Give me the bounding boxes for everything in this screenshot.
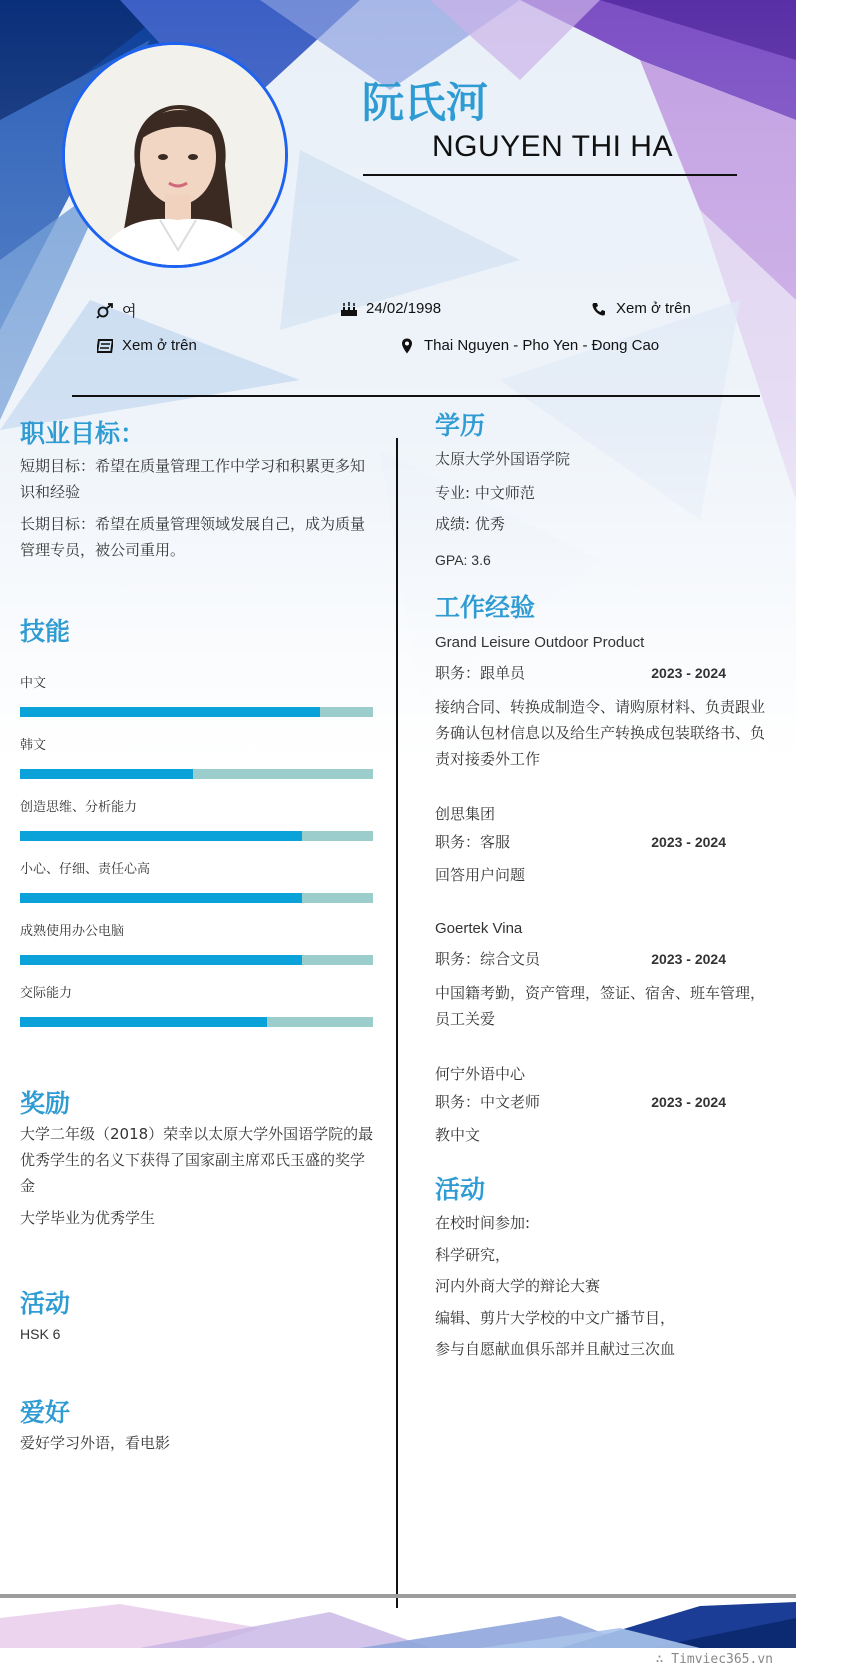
right-activities-title: 活动 <box>435 1175 486 1204</box>
info-email <box>96 337 197 354</box>
email-icon <box>96 338 114 354</box>
info-dob <box>340 300 441 317</box>
award-item: 大学二年级（2018）荣幸以太原大学外国语学院的最优秀学生的名义下获得了国家副主席邓氏玉盛的奖学金 <box>20 1125 374 1195</box>
objective-short: 短期目标：希望在质量管理工作中学习和积累更多知识和经验 <box>20 457 366 501</box>
objective-long: 长期目标：希望在质量管理领域发展自己，成为质量管理专员，被公司重用。 <box>20 515 366 559</box>
skill-bar-fill <box>20 707 320 717</box>
skill-bar <box>20 707 373 717</box>
activity-line: 河内外商大学的辩论大赛 <box>435 1277 601 1295</box>
left-activities-text: HSK 6 <box>20 1326 61 1342</box>
job-date: 2023 - 2024 <box>651 951 726 967</box>
footer-background-art <box>0 1598 796 1648</box>
watermark: ∴ Timviec365.vn <box>655 1652 773 1667</box>
skill-bar <box>20 831 373 841</box>
job-company: Grand Leisure Outdoor Product <box>435 634 645 651</box>
skill-name: 中文 <box>20 676 47 691</box>
experience-title: 工作经验 <box>435 593 536 622</box>
job-role: 职务：中文老师 <box>435 1093 541 1111</box>
objective-title: 职业目标： <box>20 419 146 448</box>
phone-icon <box>590 301 608 317</box>
hobbies-title: 爱好 <box>20 1398 71 1427</box>
activity-line: 科学研究， <box>435 1246 511 1264</box>
address-value: Thai Nguyen - Pho Yen - Đong Cao <box>424 337 660 354</box>
job-description: 教中文 <box>435 1126 481 1144</box>
education-grade: 成绩: 优秀 <box>435 515 505 533</box>
location-pin-icon <box>398 338 416 354</box>
activity-line: 编辑、剪片大学校的中文广播节目， <box>435 1309 676 1327</box>
activity-line: 参与自愿献血俱乐部并且献过三次血 <box>435 1340 676 1358</box>
skill-bar-fill <box>20 1017 267 1027</box>
activity-line: 在校时间参加: <box>435 1214 531 1232</box>
skills-title: 技能 <box>20 617 71 646</box>
left-activities-title: 活动 <box>20 1289 71 1318</box>
education-school: 太原大学外国语学院 <box>435 450 571 468</box>
phone-value: Xem ở trên <box>616 300 691 317</box>
skill-bar-fill <box>20 893 302 903</box>
profile-photo <box>62 42 288 268</box>
job-company: 创思集团 <box>435 806 496 823</box>
skill-bar <box>20 769 373 779</box>
job-description: 回答用户问题 <box>435 866 526 884</box>
skill-bar <box>20 1017 373 1027</box>
gender-icon <box>96 303 114 319</box>
birthday-cake-icon <box>340 301 358 317</box>
job-date: 2023 - 2024 <box>651 834 726 850</box>
info-address <box>398 337 659 354</box>
info-gender <box>96 300 137 321</box>
job-company: Goertek Vina <box>435 920 523 937</box>
skill-bar-fill <box>20 831 302 841</box>
gender-value: 여 <box>122 303 137 320</box>
info-phone <box>590 300 691 317</box>
name-chinese: 阮氏河 <box>362 78 489 127</box>
name-english: NGUYEN THI HA <box>432 130 673 163</box>
skill-bar <box>20 955 373 965</box>
hobbies-text: 爱好学习外语，看电影 <box>20 1434 171 1452</box>
education-title: 学历 <box>435 411 486 440</box>
job-role: 职务：客服 <box>435 833 511 851</box>
education-gpa: GPA: 3.6 <box>435 552 491 568</box>
skill-name: 创造思维、分析能力 <box>20 800 138 815</box>
education-major: 专业: 中文师范 <box>435 484 535 502</box>
award-item: 大学毕业为优秀学生 <box>20 1209 156 1227</box>
email-value: Xem ở trên <box>122 337 197 354</box>
portrait-illustration <box>65 45 288 268</box>
job-description: 接纳合同、转换成制造令、请购原材料、负责跟业务确认包材信息以及给生产转换成包装联络书、负责对接委外工作 <box>435 698 766 768</box>
skill-name: 成熟使用办公电脑 <box>20 924 125 939</box>
column-divider <box>396 438 398 1608</box>
dob-value: 24/02/1998 <box>366 300 442 317</box>
job-date: 2023 - 2024 <box>651 1094 726 1110</box>
skill-name: 小心、仔细、责任心高 <box>20 862 151 877</box>
job-company: 何宁外语中心 <box>435 1066 526 1083</box>
header-divider <box>72 395 760 397</box>
job-role: 职务：跟单员 <box>435 664 526 682</box>
job-description: 中国籍考勤，资产管理，签证、宿舍、班车管理，员工关爱 <box>435 984 766 1028</box>
skill-bar-fill <box>20 955 302 965</box>
name-divider <box>363 174 737 176</box>
skill-bar-fill <box>20 769 193 779</box>
awards-title: 奖励 <box>20 1089 71 1118</box>
job-date: 2023 - 2024 <box>651 665 726 681</box>
skill-bar <box>20 893 373 903</box>
skill-name: 韩文 <box>20 738 47 753</box>
job-role: 职务：综合文员 <box>435 950 541 968</box>
skill-name: 交际能力 <box>20 986 73 1001</box>
